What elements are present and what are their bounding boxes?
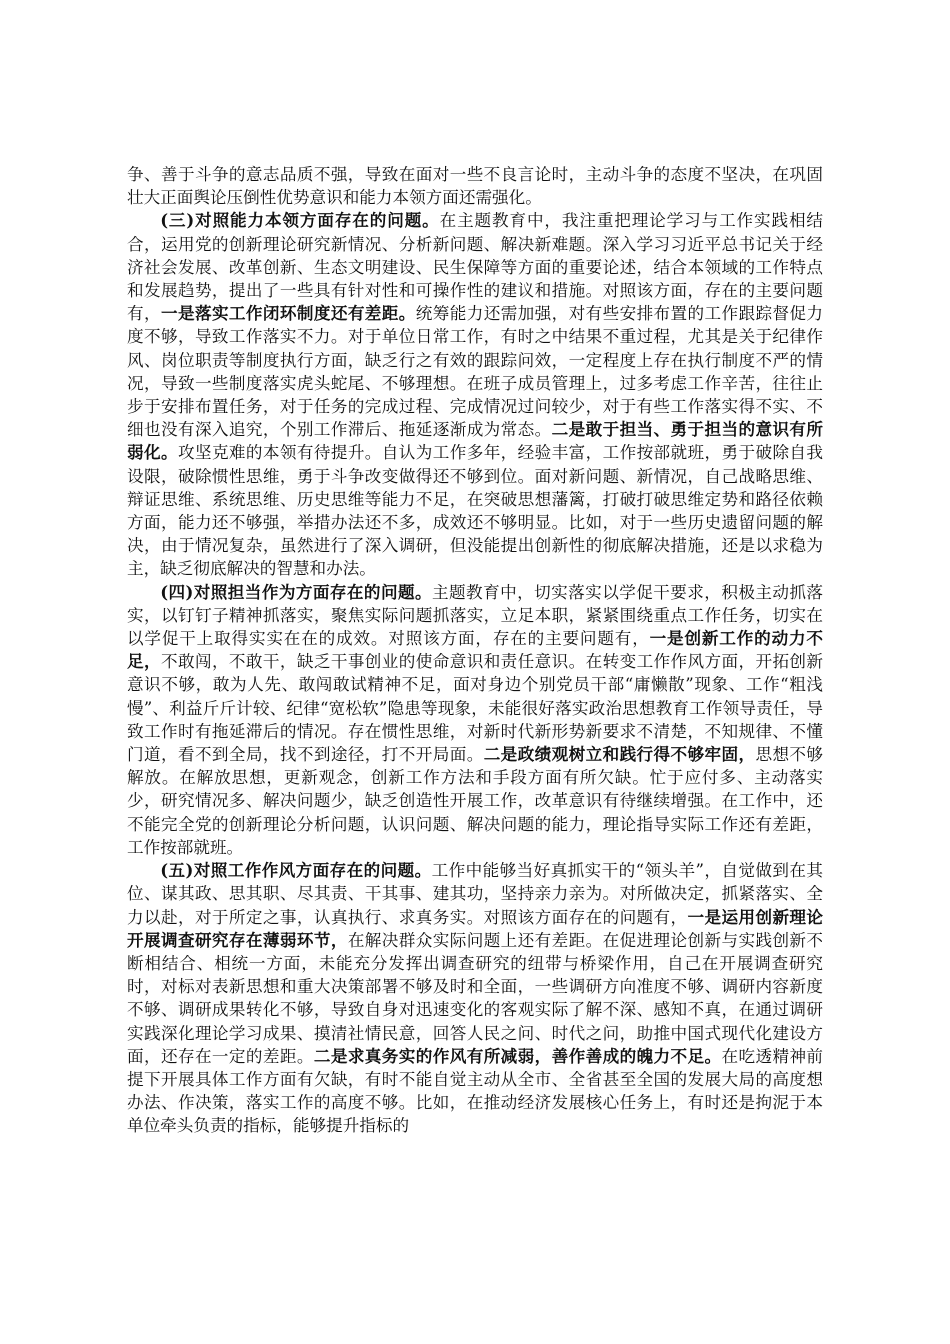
text-run: 工作中能够当好真抓实干的“领头羊”，自觉做到在其位、谋其政、思其职、尽其责、干其事、建其功，坚持亲力亲为。对所做决定，抓紧落实、全力以赴，对于所定之事，认真执行、求真务实。对照该方面存在的问题有， <box>127 861 823 927</box>
text-run: 思想不够解放。在解放思想，更新观念，创新工作方法和手段方面有所欠缺。忙于应付多、主动落实少，研究情况多、解决问题少，缺乏创造性开展工作，改革意识有待继续增强。在工作中，还不能完全党的创新理论分析问题，认识问题、解决问题的能力，理论指导实际工作还有差距，工作按部就班。 <box>127 745 824 857</box>
text-run: 在吃透精神前提下开展具体工作方面有欠缺，有时不能自觉主动从全市、全省甚至全国的发展大局的高度想办法、作决策，落实工作的高度不够。比如，在推动经济发展核心任务上，有时还是拘泥于本单位牵头负责的指标，能够提升指标的 <box>127 1046 824 1136</box>
text-run: 主题教育中，切实落实以学促干要求，积极主动抓落实，以钉钉子精神抓落实，聚焦实际问题抓落实，立足本职，紧紧围绕重点工作任务，切实在以学促干上取得实实在在的成效。对照该方面，存在的主要问题有， <box>127 582 824 649</box>
text-run: 在解决群众实际问题上还有差距。在促进理论创新与实践创新不断相结合、相统一方面，未能充分发挥出调查研究的纽带与桥梁作用，自己在开展调查研究时，对标对表新思想和重大决策部署不够及时和全面，一些调研方向准度不够、调研内容新度不够、调研成果转化不够，导致自身对迅速变化的客观实际了解不深、感知不真，在通过调研实践深化理论学习成果、摸清社情民意，回答人民之问、时代之问，助推中国式现代化建设方面，还存在一定的差距。 <box>127 930 824 1066</box>
paragraph-intro-continuation <box>127 163 823 209</box>
document-page <box>127 163 823 1138</box>
bold-point: 一是落实工作闭环制度还有差距。 <box>160 303 416 324</box>
bold-point: 二是政绩观树立和践行得不够牢固， <box>483 744 756 765</box>
section-heading: (五)对照工作作风方面存在的问题。 <box>160 860 432 881</box>
bold-point: 一是运用创新理论开展调查研究存在薄弱环节， <box>127 906 824 950</box>
paragraph-section-5-work-style <box>127 859 823 1137</box>
text-run: 不敢闯，不敢干，缺乏干事创业的使命意识和责任意识。在转变工作作风方面，开拓创新意识不够，敢为人先、敢闯敢试精神不足，面对身边个别党员干部“庸懒散”现象、工作“粗浅慢”、利益斤斤计较、纪律“宽松软”隐患等现象，未能很好落实政治思想教育工作领导责任，导致工作时有拖延滞后的情况。存在惯性思维，对新时代新形势新要求不清楚，不知规律、不懂门道，看不到全局，找不到途径，打不开局面。 <box>127 652 824 765</box>
bold-point: 二是求真务实的作风有所减弱，善作善成的魄力不足。 <box>313 1045 722 1066</box>
paragraph-section-3-ability <box>127 209 823 580</box>
text-run: 争、善于斗争的意志品质不强，导致在面对一些不良言论时，主动斗争的态度不坚决，在巩固壮大正面舆论压倒性优势意识和能力本领方面还需强化。 <box>127 165 823 208</box>
text-run: 攻坚克难的本领有待提升。自认为工作多年，经验丰富，工作按部就班，勇于破除自我设限，破除惯性思维，勇于斗争改变做得还不够到位。面对新问题、新情况，自己战略思维、辩证思维、系统思维、历史思维等能力不足，在突破思想藩篱，打破打破思维定势和路径依赖方面，能力还不够强，举措办法还不多，成效还不够明显。比如，对于一些历史遗留问题的解决，由于情况复杂，虽然进行了深入调研，但没能提出创新性的彻底解决措施，还是以求稳为主，缺乏彻底解决的智慧和办法。 <box>127 443 824 579</box>
bold-point: 二是敢于担当、勇于担当的意识有所弱化。 <box>127 419 824 463</box>
paragraph-section-4-responsibility <box>127 581 823 859</box>
text-run: 统筹能力还需加强，对有些安排布置的工作跟踪督促力度不够，导致工作落实不力。对于单位日常工作，有时之中结果不重过程，尤其是关于纪律作风、岗位职责等制度执行方面，缺乏行之有效的跟踪问效，一定程度上存在执行制度不严的情况，导致一些制度落实虎头蛇尾、不够理想。在班子成员管理上，过多考虑工作辛苦，往往止步于安排布置任务，对于任务的完成过程、完成情况过问较少，对于有些工作落实得不实、不细也没有深入追究，个别工作滞后、拖延逐渐成为常态。 <box>127 304 824 440</box>
bold-point: 一是创新工作的动力不足， <box>127 628 824 672</box>
text-run: 在主题教育中，我注重把理论学习与工作实践相结合，运用党的创新理论研究新情况、分析新问题、解决新难题。深入学习习近平总书记关于经济社会发展、改革创新、生态文明建设、民生保障等方面的重要论述，结合本领域的工作特点和发展趋势，提出了一些具有针对性和可操作性的建议和措施。对照该方面，存在的主要问题有， <box>127 211 824 324</box>
section-heading: (三)对照能力本领方面存在的问题。 <box>160 210 440 231</box>
section-heading: (四)对照担当作为方面存在的问题。 <box>160 581 433 602</box>
